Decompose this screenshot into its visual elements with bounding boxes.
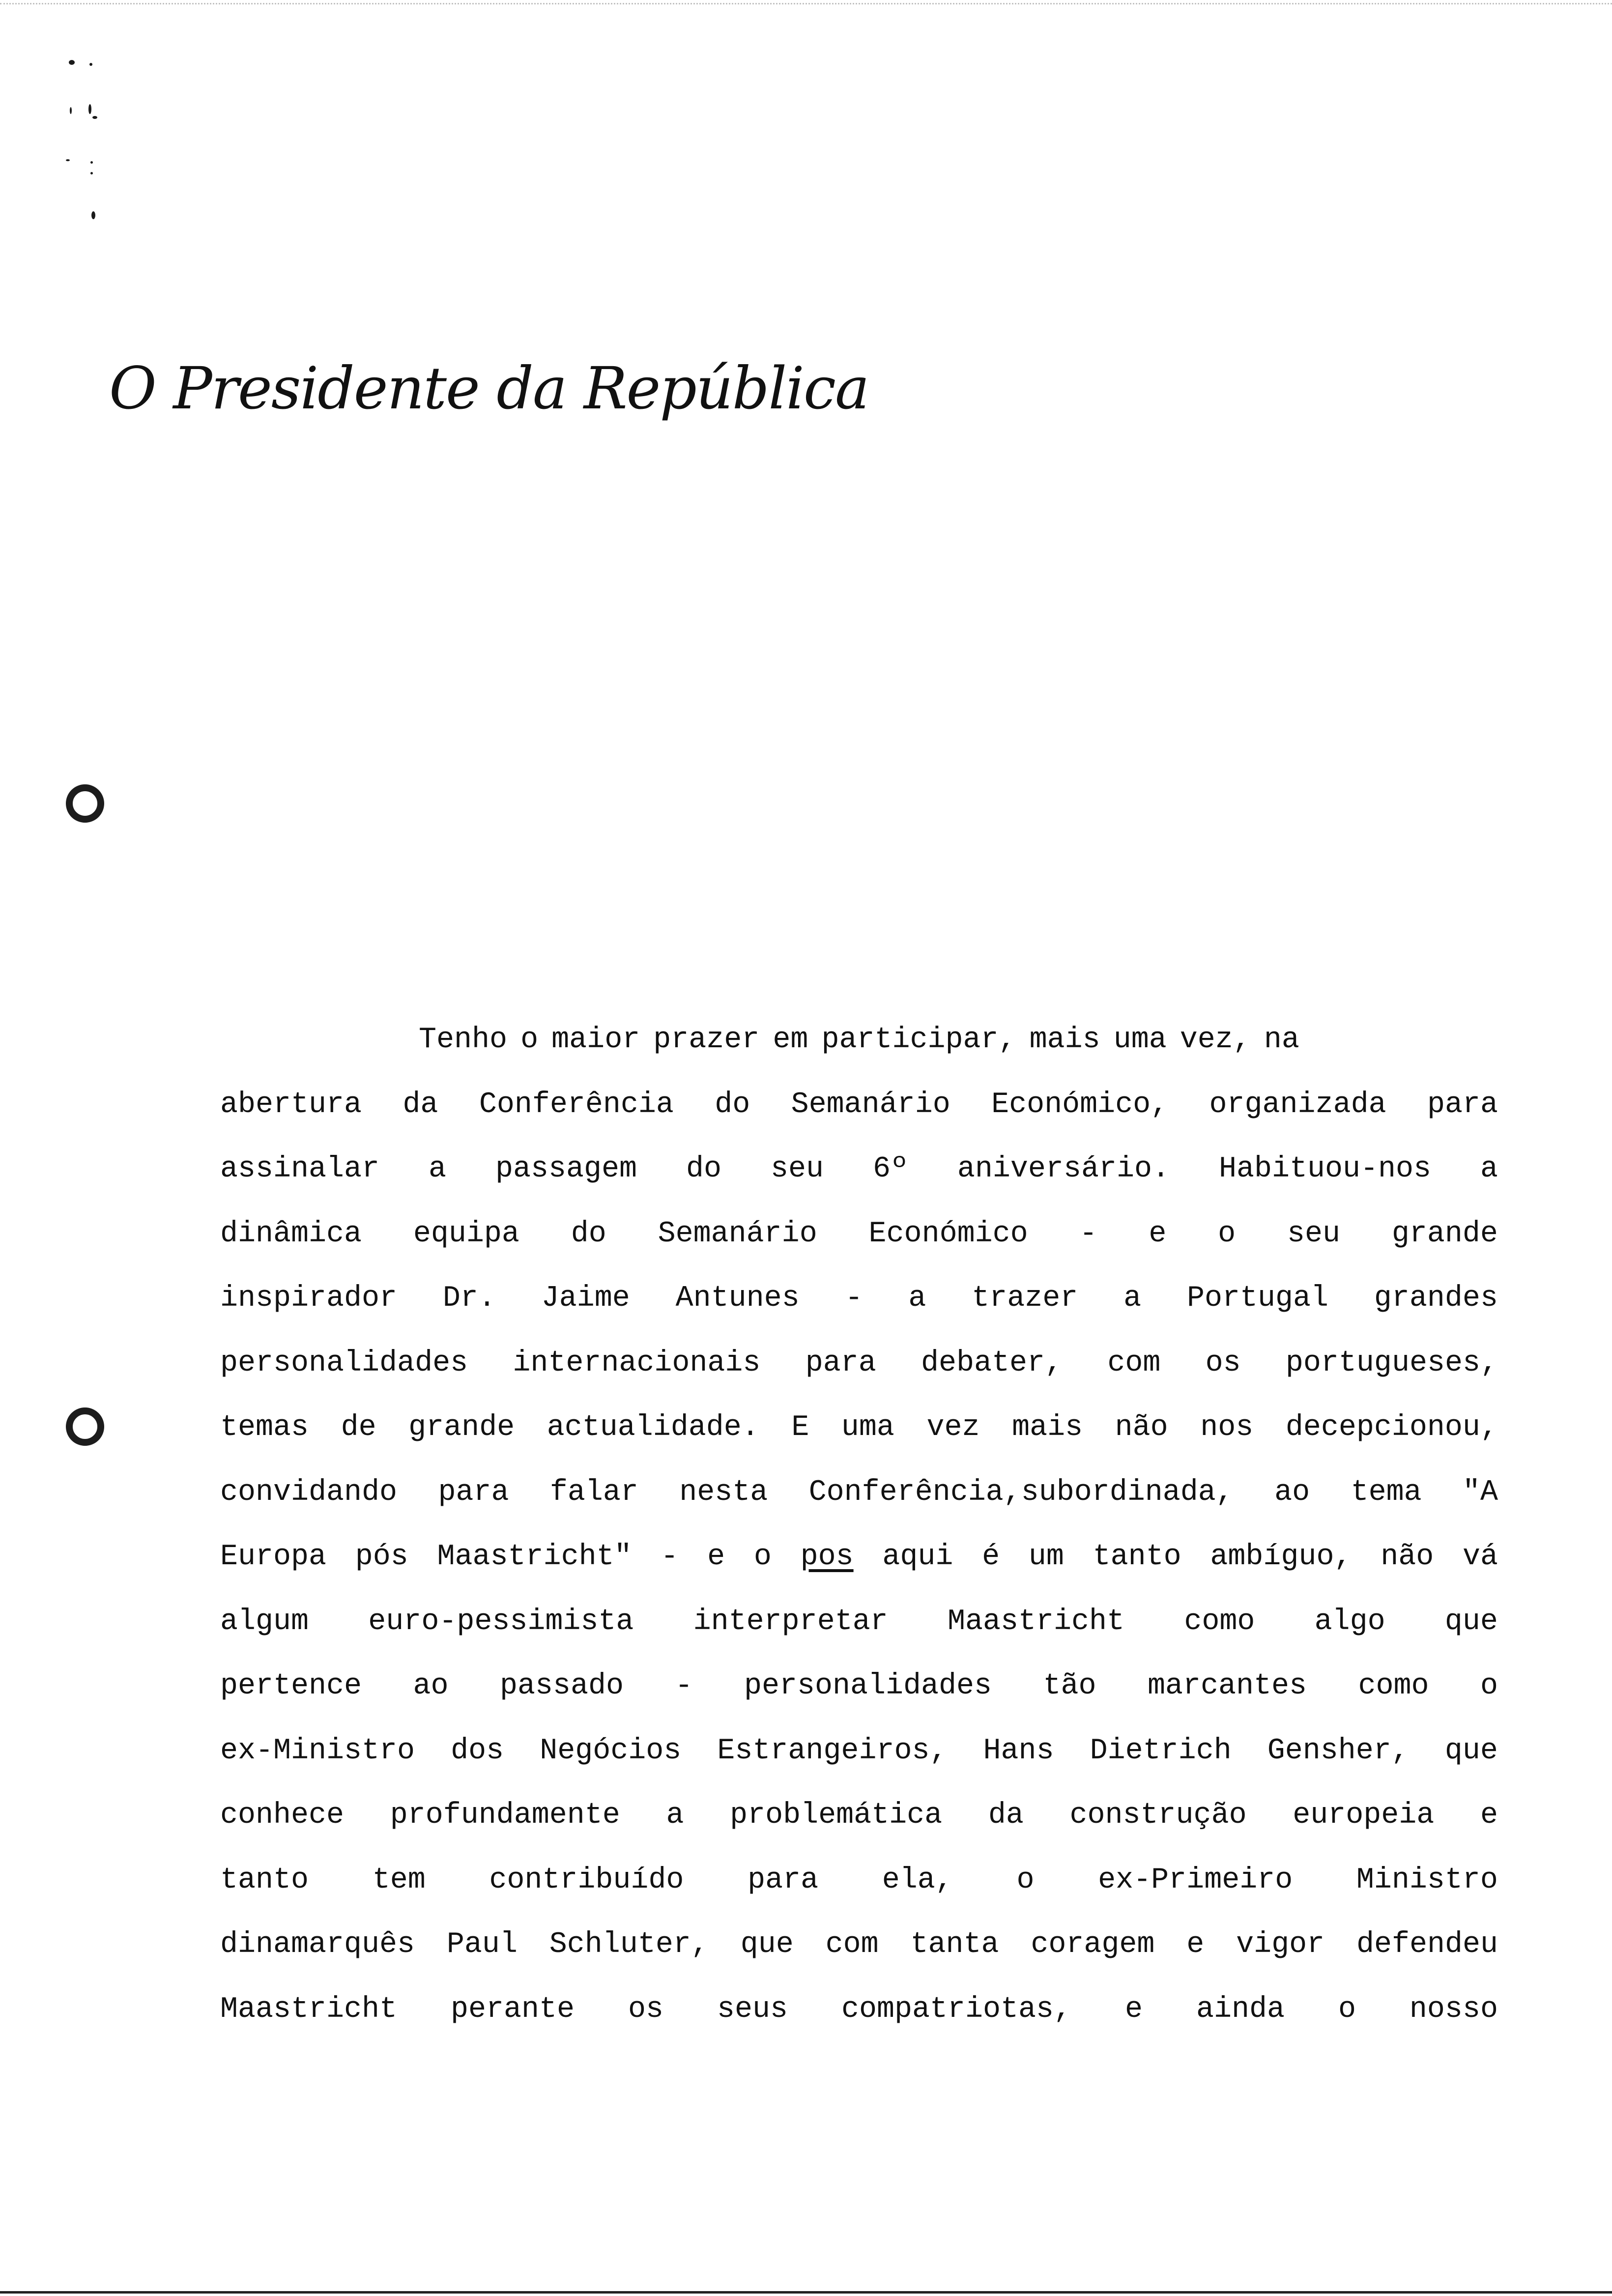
text-word: - <box>661 1540 679 1574</box>
text-line <box>220 1928 1498 1997</box>
text-line <box>220 1346 1498 1415</box>
text-line <box>220 1475 1498 1545</box>
text-line <box>220 1540 1498 1609</box>
scan-specks <box>59 49 128 236</box>
letterhead-title: O Presidente da República <box>109 354 869 422</box>
text-word: Tenho <box>419 1023 508 1057</box>
text-line <box>220 1023 1498 1092</box>
text-word: de <box>341 1411 376 1444</box>
text-word: como <box>1358 1669 1429 1703</box>
text-word: internacionais <box>513 1346 761 1380</box>
text-word: dos <box>451 1734 504 1768</box>
text-word: os <box>1205 1346 1241 1380</box>
text-line <box>220 1411 1498 1480</box>
text-word: europeia <box>1293 1799 1435 1832</box>
text-word: Maastricht <box>948 1605 1125 1638</box>
text-word: maior <box>551 1023 640 1057</box>
text-word: abertura <box>220 1088 362 1121</box>
text-word: vez <box>926 1411 980 1444</box>
text-word: ambíguo, <box>1210 1540 1352 1574</box>
text-word: seu <box>1287 1217 1341 1251</box>
text-word: o <box>753 1540 772 1574</box>
text-word: Maastricht" <box>437 1540 632 1574</box>
text-word: Schluter, <box>549 1928 709 1961</box>
text-word: o <box>1480 1669 1498 1703</box>
text-word: grande <box>1391 1217 1498 1251</box>
body-text <box>220 1023 1498 2061</box>
text-line <box>220 1669 1498 1738</box>
text-word: para <box>1427 1088 1498 1121</box>
text-word: convidando <box>220 1475 398 1509</box>
text-word: tanta <box>910 1928 999 1961</box>
text-word: Hans <box>983 1734 1054 1768</box>
text-word: e <box>1186 1928 1205 1961</box>
text-word: aniversário. <box>957 1152 1170 1186</box>
text-word: trazer <box>972 1282 1078 1315</box>
text-line <box>220 1863 1498 1932</box>
text-word: falar <box>549 1475 638 1509</box>
text-word: da <box>988 1799 1024 1832</box>
text-word: Económico, <box>991 1088 1169 1121</box>
text-word: vigor <box>1236 1928 1325 1961</box>
text-word: - <box>1079 1217 1097 1251</box>
scan-bottom-edge <box>0 2291 1612 2294</box>
text-line <box>220 1734 1498 1803</box>
text-word: ainda <box>1196 1992 1285 2026</box>
text-word: e <box>1480 1799 1498 1832</box>
text-word: os <box>628 1992 664 2026</box>
text-word: conhece <box>220 1799 345 1832</box>
text-word: tem <box>372 1863 426 1897</box>
text-word: com <box>825 1928 879 1961</box>
text-word: o <box>1016 1863 1035 1897</box>
text-word: com <box>1107 1346 1161 1380</box>
text-word: Europa <box>220 1540 327 1574</box>
text-word: contribuído <box>489 1863 684 1897</box>
text-word: para <box>805 1346 876 1380</box>
text-line <box>220 1799 1498 1867</box>
text-word: grandes <box>1374 1282 1498 1315</box>
text-word: Antunes <box>675 1282 800 1315</box>
text-line <box>220 1605 1498 1674</box>
text-word: a <box>1123 1282 1142 1315</box>
text-word: não <box>1115 1411 1168 1444</box>
text-line <box>220 1282 1498 1350</box>
text-word: pertence <box>220 1669 362 1703</box>
text-word: para <box>748 1863 819 1897</box>
text-word: não <box>1381 1540 1434 1574</box>
text-word: coragem <box>1031 1928 1155 1961</box>
text-word: Paul <box>446 1928 518 1961</box>
text-word: Conferência,subordinada, <box>808 1475 1234 1509</box>
text-word: dinamarquês <box>220 1928 415 1961</box>
text-word: como <box>1184 1605 1255 1638</box>
text-word: Semanário <box>791 1088 950 1121</box>
text-word: perante <box>451 1992 575 2026</box>
text-word: o <box>1218 1217 1236 1251</box>
punch-hole <box>66 784 104 823</box>
text-word: e <box>1149 1217 1167 1251</box>
text-word: marcantes <box>1147 1669 1307 1703</box>
text-word: construção <box>1069 1799 1247 1832</box>
text-word: tanto <box>1093 1540 1181 1574</box>
text-word: equipa <box>413 1217 519 1251</box>
text-word: a <box>908 1282 926 1315</box>
text-word: Semanário <box>658 1217 817 1251</box>
text-word: profundamente <box>390 1799 620 1832</box>
text-word: ex-Ministro <box>220 1734 415 1768</box>
text-word: organizada <box>1209 1088 1386 1121</box>
text-word: que <box>740 1928 794 1961</box>
text-word: ela, <box>882 1863 953 1897</box>
text-word: tão <box>1043 1669 1096 1703</box>
text-word: problemática <box>730 1799 943 1832</box>
text-word: e <box>1125 1992 1143 2026</box>
punch-hole <box>66 1407 104 1446</box>
text-word: prazer <box>653 1023 760 1057</box>
text-line <box>220 1217 1498 1286</box>
text-word: um <box>1028 1540 1064 1574</box>
text-word: temas <box>220 1411 309 1444</box>
text-word: debater, <box>921 1346 1063 1380</box>
text-word: euro-pessimista <box>368 1605 634 1638</box>
text-word: ao <box>1274 1475 1310 1509</box>
text-word: que <box>1444 1734 1498 1768</box>
text-word: Conferência <box>479 1088 674 1121</box>
text-word: passado <box>499 1669 624 1703</box>
text-word: na <box>1264 1023 1299 1057</box>
text-word: em <box>773 1023 808 1057</box>
text-word: nosso <box>1409 1992 1498 2026</box>
text-word: e <box>707 1540 725 1574</box>
text-word: uma <box>841 1411 894 1444</box>
text-word: algum <box>220 1605 309 1638</box>
text-word: pos <box>800 1540 854 1574</box>
text-word: passagem <box>495 1152 637 1186</box>
text-line <box>220 1088 1498 1157</box>
text-word: Gensher, <box>1267 1734 1409 1768</box>
text-word: dinâmica <box>220 1217 362 1251</box>
text-word: 6º <box>872 1152 908 1186</box>
text-word: para <box>438 1475 509 1509</box>
text-word: Habituou-nos <box>1218 1152 1432 1186</box>
text-word: aqui <box>882 1540 953 1574</box>
text-word: nesta <box>679 1475 768 1509</box>
text-word: personalidades <box>744 1669 992 1703</box>
text-word: a <box>666 1799 684 1832</box>
text-word: Portugal <box>1187 1282 1329 1315</box>
text-word: decepcionou, <box>1285 1411 1498 1444</box>
text-word: seu <box>770 1152 824 1186</box>
text-word: o <box>520 1023 539 1057</box>
text-word: Económico <box>868 1217 1028 1251</box>
text-word: que <box>1444 1605 1498 1638</box>
text-word: Jaime <box>541 1282 630 1315</box>
text-word: tanto <box>220 1863 309 1897</box>
text-word: o <box>1338 1992 1356 2026</box>
text-word: compatriotas, <box>841 1992 1072 2026</box>
text-word: E <box>791 1411 809 1444</box>
text-word: vez, <box>1180 1023 1251 1057</box>
text-word: inspirador <box>220 1282 398 1315</box>
text-word: nos <box>1200 1411 1254 1444</box>
text-word: do <box>686 1152 721 1186</box>
scan-top-edge <box>0 3 1612 4</box>
text-word: a <box>429 1152 447 1186</box>
text-word: - <box>675 1669 693 1703</box>
text-word: Maastricht <box>220 1992 398 2026</box>
text-word: ao <box>413 1669 449 1703</box>
text-word: defendeu <box>1356 1928 1498 1961</box>
text-word: da <box>403 1088 438 1121</box>
text-word: actualidade. <box>547 1411 759 1444</box>
text-word: ex-Primeiro <box>1098 1863 1293 1897</box>
text-line <box>220 1992 1498 2062</box>
text-word: seus <box>717 1992 788 2026</box>
text-word: portugueses, <box>1285 1346 1498 1380</box>
text-line <box>220 1152 1498 1221</box>
text-word: "A <box>1462 1475 1498 1509</box>
text-word: Ministro <box>1356 1863 1498 1897</box>
text-word: mais <box>1012 1411 1083 1444</box>
text-word: algo <box>1314 1605 1385 1638</box>
text-word: personalidades <box>220 1346 468 1380</box>
text-word: Dr. <box>442 1282 496 1315</box>
text-word: pós <box>355 1540 408 1574</box>
text-word: do <box>571 1217 606 1251</box>
text-word: - <box>845 1282 863 1315</box>
text-word: interpretar <box>693 1605 888 1638</box>
text-word: a <box>1480 1152 1498 1186</box>
text-word: uma <box>1113 1023 1167 1057</box>
text-word: Estrangeiros, <box>717 1734 948 1768</box>
text-word: assinalar <box>220 1152 380 1186</box>
text-word: do <box>715 1088 750 1121</box>
text-word: é <box>982 1540 1000 1574</box>
text-word: vá <box>1462 1540 1498 1574</box>
text-word: Negócios <box>540 1734 682 1768</box>
text-word: Dietrich <box>1090 1734 1232 1768</box>
text-word: participar, <box>821 1023 1016 1057</box>
text-word: grande <box>408 1411 515 1444</box>
text-word: tema <box>1351 1475 1422 1509</box>
text-word: mais <box>1029 1023 1100 1057</box>
